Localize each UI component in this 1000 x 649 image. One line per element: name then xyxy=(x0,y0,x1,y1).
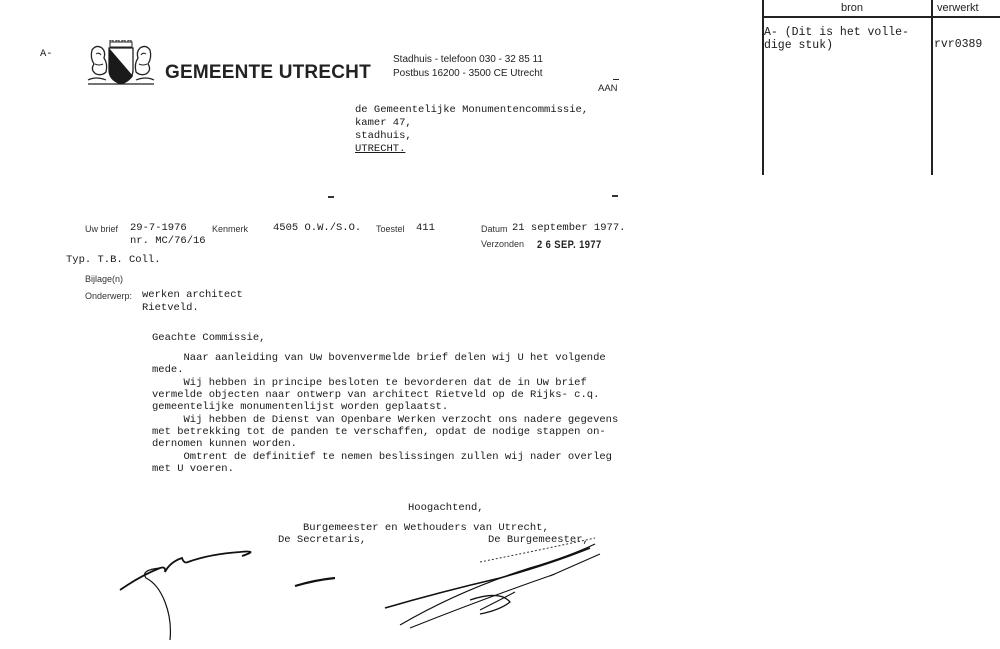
signatory-organization: Burgemeester en Wethouders van Utrecht, xyxy=(303,522,549,534)
aan-label: AAN xyxy=(598,83,618,94)
secretary-title: De Secretaris, xyxy=(278,534,367,546)
table-header-divider xyxy=(762,16,1000,18)
fold-mark-left xyxy=(328,196,334,198)
secretary-signature xyxy=(110,548,350,643)
toestel-label: Toestel xyxy=(376,224,405,234)
archive-table xyxy=(762,0,1000,175)
aan-mark xyxy=(613,79,619,80)
body-line: dernomen kunnen worden. xyxy=(152,438,297,450)
kenmerk-value: 4505 O.W./S.O. xyxy=(273,222,362,234)
salutation: Geachte Commissie, xyxy=(152,332,266,344)
body-line: met betrekking tot de panden te verschaffen, opdat de nodige stappen on- xyxy=(152,426,606,438)
address-line-1: Stadhuis - telefoon 030 - 32 85 11 xyxy=(393,54,543,65)
mayor-title: De Burgemeester, xyxy=(488,534,589,546)
body-line: met U voeren. xyxy=(152,463,234,475)
toestel-value: 411 xyxy=(416,222,435,234)
mayor-signature xyxy=(380,530,610,635)
recipient-line-4: UTRECHT. xyxy=(355,143,406,155)
kenmerk-label: Kenmerk xyxy=(212,224,249,234)
table-column-divider xyxy=(931,0,933,175)
bijlage-label: Bijlage(n) xyxy=(85,274,124,284)
datum-label: Datum xyxy=(481,224,508,234)
body-line: Naar aanleiding van Uw bovenvermelde brief delen wij U het volgende xyxy=(152,352,606,364)
table-header-bron: bron xyxy=(841,2,864,14)
fold-mark-right xyxy=(612,195,618,197)
body-line: vermelde objecten naar ontwerp van architect Rietveld op de Rijks- c.q. xyxy=(152,389,600,401)
verzonden-stamp: 2 6 SEP. 1977 xyxy=(537,239,602,251)
datum-value: 21 september 1977. xyxy=(512,222,626,234)
table-header-verwerkt: verwerkt xyxy=(937,2,979,14)
body-line: Wij hebben in principe besloten te bevorderen dat de in Uw brief xyxy=(152,377,587,389)
recipient-line-3: stadhuis, xyxy=(355,130,412,142)
closing: Hoogachtend, xyxy=(408,502,484,514)
recipient-line-2: kamer 47, xyxy=(355,117,412,129)
body-line: gemeentelijke monumentenlijst worden geplaatst. xyxy=(152,401,449,413)
table-cell-bron: A- (Dit is het volle- dige stuk) xyxy=(764,26,909,52)
recipient-line-1: de Gemeentelijke Monumentencommissie, xyxy=(355,104,589,116)
organization-title: GEMEENTE UTRECHT xyxy=(165,62,371,83)
uw-brief-value: 29-7-1976 xyxy=(130,222,187,234)
body-line: Wij hebben de Dienst van Openbare Werken verzocht ons nadere gegevens xyxy=(152,414,619,426)
verzonden-label: Verzonden xyxy=(481,239,525,249)
uw-brief-number: nr. MC/76/16 xyxy=(130,235,206,247)
margin-marker: A- xyxy=(40,48,53,60)
onderwerp-line-1: werken architect xyxy=(142,289,243,301)
body-line: Omtrent de definitief te nemen beslissingen zullen wij nader overleg xyxy=(152,451,612,463)
body-line: mede. xyxy=(152,364,184,376)
address-line-2: Postbus 16200 - 3500 CE Utrecht xyxy=(393,68,543,79)
table-cell-verwerkt: rvr0389 xyxy=(934,38,983,51)
uw-brief-label: Uw brief xyxy=(85,224,119,234)
typist-line: Typ. T.B. Coll. xyxy=(66,254,161,266)
onderwerp-label: Onderwerp: xyxy=(85,291,133,301)
onderwerp-line-2: Rietveld. xyxy=(142,302,199,314)
coat-of-arms-icon xyxy=(86,40,156,86)
